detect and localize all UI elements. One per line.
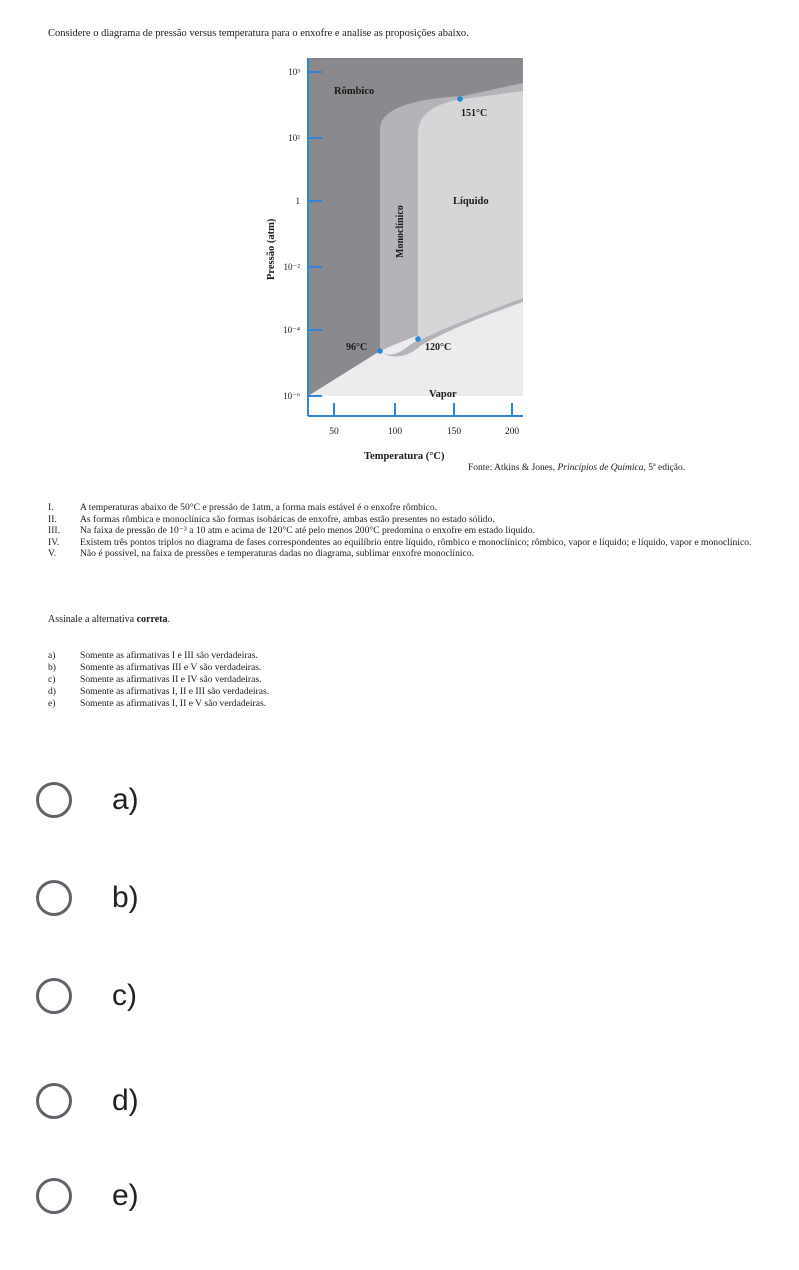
proposition: [48, 548, 778, 560]
proposition-number: I.: [48, 502, 54, 513]
option-text: Somente as afirmativas I e III são verdadeiras.: [80, 650, 258, 661]
x-tick-label: 50: [329, 427, 339, 437]
point-120c-marker: [415, 336, 421, 342]
proposition: [48, 537, 778, 549]
y-axis-label: Pressão (atm): [266, 218, 277, 280]
options-list: [48, 650, 269, 710]
radio-button[interactable]: [36, 1083, 72, 1119]
source-suffix: , 5ª edição.: [643, 463, 686, 473]
y-tick-label: 10⁻⁴: [283, 325, 300, 335]
proposition-number: V.: [48, 548, 57, 560]
label-96c: 96°C: [346, 342, 368, 353]
x-tick-label: 200: [504, 427, 520, 437]
option-item: [48, 698, 269, 710]
proposition-text: Na faixa de pressão de 10⁻³ a 10 atm e acima de 120°C até pelo menos 200°C predomina o enxofre em estado líquido.: [80, 525, 535, 537]
choice-label: b): [112, 881, 139, 914]
proposition-text: As formas rômbica e monoclínica são formas isobáricas de enxofre, ambas estão presentes no estado sólido.: [80, 513, 495, 525]
proposition: [48, 502, 778, 514]
choice-label: d): [112, 1084, 139, 1117]
y-tick-label: 10³: [288, 67, 300, 77]
point-96c-marker: [377, 348, 383, 354]
choice-d[interactable]: [36, 1076, 139, 1126]
option-item: [48, 674, 269, 686]
proposition-text: Não é possível, na faixa de pressões e temperaturas dadas no diagrama, sublimar enxofre monoclínico.: [80, 548, 475, 560]
instruction-prefix: Assinale a alternativa: [48, 614, 137, 625]
y-tick-label: 10²: [288, 133, 300, 143]
option-text: Somente as afirmativas II e IV são verdadeiras.: [80, 674, 262, 685]
option-letter: d): [48, 686, 56, 697]
instruction: [48, 614, 170, 625]
label-rombico: Rômbico: [334, 86, 375, 97]
source-citation: [468, 463, 685, 473]
option-text: Somente as afirmativas III e V são verdadeiras.: [80, 662, 262, 673]
instruction-suffix: .: [167, 614, 170, 625]
label-monoclinico: Monoclínico: [395, 205, 406, 258]
proposition-number: III.: [48, 525, 60, 537]
point-151c-marker: [457, 96, 463, 102]
option-letter: a): [48, 650, 56, 661]
radio-button[interactable]: [36, 880, 72, 916]
option-item: [48, 662, 269, 674]
choice-label: c): [112, 979, 137, 1012]
proposition-number: II.: [48, 513, 57, 525]
radio-button[interactable]: [36, 978, 72, 1014]
option-item: [48, 650, 269, 662]
proposition-text: Existem três pontos triplos no diagrama de fases correspondentes ao equilíbrio entre líquido, rômbico e monoclínico; rômbico, vapor e líquido; e líquido, vapor e monoclínico.: [80, 536, 752, 548]
y-tick-label: 1: [295, 196, 300, 206]
label-151c: 151°C: [461, 108, 488, 119]
question-intro: Considere o diagrama de pressão versus temperatura para o enxofre e analise as proposições abaixo.: [48, 28, 469, 39]
instruction-bold: correta: [136, 614, 168, 625]
choice-label: e): [112, 1179, 139, 1212]
radio-button[interactable]: [36, 1178, 72, 1214]
source-prefix: Fonte: Atkins & Jones,: [468, 463, 558, 473]
label-liquido: Líquido: [453, 196, 489, 207]
choice-b[interactable]: [36, 873, 139, 923]
proposition: [48, 514, 778, 526]
choice-a[interactable]: [36, 775, 139, 825]
option-letter: e): [48, 698, 56, 709]
y-tick-label: 10⁻²: [283, 262, 300, 272]
choice-label: a): [112, 783, 139, 816]
propositions-list: [48, 502, 778, 560]
source-title: Princípios de Química: [557, 463, 644, 473]
x-tick-label: 150: [446, 427, 462, 437]
x-tick-label: 100: [387, 427, 403, 437]
option-letter: c): [48, 674, 56, 685]
radio-button[interactable]: [36, 782, 72, 818]
proposition: [48, 525, 778, 537]
region-liquido: [418, 91, 523, 341]
option-text: Somente as afirmativas I, II e III são verdadeiras.: [80, 686, 270, 697]
phase-diagram: [258, 58, 538, 463]
proposition-number: IV.: [48, 536, 60, 548]
option-letter: b): [48, 662, 56, 673]
option-text: Somente as afirmativas I, II e V são verdadeiras.: [80, 698, 267, 709]
proposition-text: A temperaturas abaixo de 50°C e pressão de 1atm, a forma mais estável é o enxofre rômbico.: [80, 502, 438, 513]
label-120c: 120°C: [425, 342, 452, 353]
label-vapor: Vapor: [429, 389, 457, 400]
choice-c[interactable]: [36, 971, 137, 1021]
option-item: [48, 686, 269, 698]
y-tick-label: 10⁻⁶: [283, 391, 300, 401]
choice-e[interactable]: [36, 1171, 139, 1221]
x-axis-label: Temperatura (°C): [364, 451, 445, 462]
